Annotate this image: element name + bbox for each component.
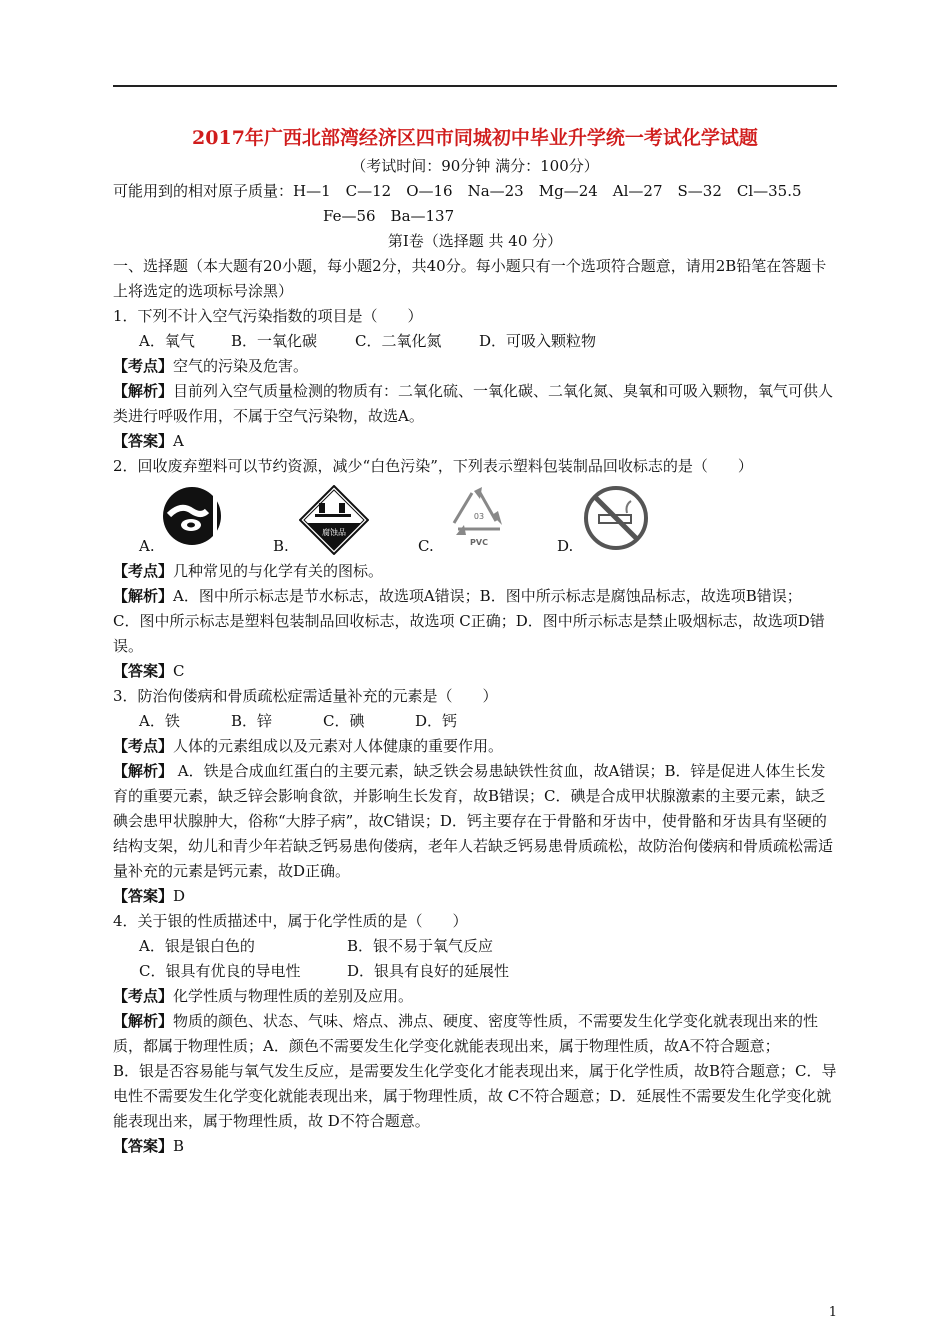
q3-option-c: C．碘	[323, 712, 365, 730]
question-1-stem: 1．下列不计入空气污染指数的项目是（ ）	[113, 307, 423, 325]
q3-answer	[113, 884, 837, 909]
q3-point	[113, 734, 837, 759]
question-4-stem: 4．关于银的性质描述中，属于化学性质的是（ ）	[113, 912, 468, 930]
q2-option-a	[139, 485, 259, 559]
q1-answer-tag: 【答案】	[113, 432, 174, 450]
page-number: 1	[828, 1305, 837, 1320]
q2-analysis-continued: C．图中所示标志是塑料包装制品回收标志，故选项 C正确；D．图中所示标志是禁止吸烟标志，故选项D错误。	[113, 612, 825, 655]
q2-option-d	[557, 485, 687, 559]
q1-option-b: B．一氧化碳	[231, 332, 318, 350]
atomic-mass-line-1: 可能用到的相对原子质量：H—1 C—12 O—16 Na—23 Mg—24 Al—27 S—32 Cl—35.5	[113, 182, 802, 200]
q4-analysis-tag: 【解析】	[113, 1012, 174, 1030]
q2-answer	[113, 659, 837, 684]
q2-analysis-tag: 【解析】	[113, 587, 174, 605]
page-content	[113, 120, 837, 1159]
q3-point-text: 人体的元素组成以及元素对人体健康的重要作用。	[173, 737, 504, 755]
q2-point-text: 几种常见的与化学有关的图标。	[173, 562, 384, 580]
q4-option-d: D．银具有良好的延展性	[347, 962, 510, 980]
no-smoking-icon	[583, 485, 649, 551]
q4-option-b: B．银不易于氧气反应	[347, 937, 494, 955]
question-4-options-row-1	[113, 934, 837, 959]
q3-answer-tag: 【答案】	[113, 887, 174, 905]
header-rule	[113, 85, 837, 87]
question-2-icon-options	[113, 485, 837, 559]
q4-answer-text: B	[173, 1137, 185, 1155]
q2-point-tag: 【考点】	[113, 562, 174, 580]
corrosive-label: 腐蚀品	[322, 528, 346, 537]
q3-option-a: A．铁	[139, 712, 180, 730]
section-instructions: 一、选择题（本大题有20小题，每小题2分，共40分。每小题只有一个选项符合题意，请用2B铅笔在答题卡上将选定的选项标号涂黑）	[113, 257, 827, 300]
q1-analysis-tag: 【解析】	[113, 382, 174, 400]
q3-point-tag: 【考点】	[113, 737, 174, 755]
q1-option-a: A．氧气	[139, 332, 195, 350]
corrosive-icon	[299, 485, 369, 555]
q3-analysis-tag: 【解析】	[113, 762, 174, 780]
q4-answer	[113, 1134, 837, 1159]
question-3-stem: 3．防治佝偻病和骨质疏松症需适量补充的元素是（ ）	[113, 687, 498, 705]
q4-option-a: A．银是银白色的	[139, 937, 255, 955]
q4-point-text: 化学性质与物理性质的差别及应用。	[173, 987, 414, 1005]
q1-option-d: D．可吸入颗粒物	[479, 332, 597, 350]
recycle-material: PVC	[470, 538, 488, 547]
exam-time-info: （考试时间：90分钟 满分：100分）	[351, 157, 599, 175]
question-3-options	[113, 709, 837, 734]
q4-point-tag: 【考点】	[113, 987, 174, 1005]
q3-option-b: B．锌	[231, 712, 273, 730]
exam-title: 2017年广西北部湾经济区四市同城初中毕业升学统一考试化学试题	[192, 127, 758, 149]
q2-answer-text: C	[173, 662, 185, 680]
q3-answer-text: D	[173, 887, 186, 905]
q1-analysis	[113, 379, 837, 429]
q4-analysis	[113, 1009, 837, 1059]
q4-analysis-text: 物质的颜色、状态、气味、熔点、沸点、硬度、密度等性质，不需要发生化学变化就表现出来的性质，都属于物理性质；A．颜色不需要发生化学变化就能表现出来，属于物理性质，故A不符合题意；	[113, 1012, 819, 1055]
q2-option-b	[273, 485, 403, 559]
q2-analysis-text: A．图中所示标志是节水标志，故选项A错误；B．图中所示标志是腐蚀品标志，故选项B错误；	[173, 587, 802, 605]
q1-point-text: 空气的污染及危害。	[173, 357, 309, 375]
q1-answer-text: A	[173, 432, 184, 450]
section-title: 第Ⅰ卷（选择题 共 40 分）	[387, 232, 563, 250]
q2-option-a-label: A.	[139, 537, 155, 555]
recycle-icon	[444, 485, 514, 557]
q2-analysis	[113, 584, 837, 609]
q2-option-c	[418, 485, 548, 559]
q1-point-tag: 【考点】	[113, 357, 174, 375]
question-1-options	[113, 329, 837, 354]
q2-option-b-label: B.	[273, 537, 289, 555]
q1-answer	[113, 429, 837, 454]
q3-analysis-text: A．铁是合成血红蛋白的主要元素，缺乏铁会易患缺铁性贫血，故A错误；B．锌是促进人体生长发育的重要元素，缺乏锌会影响食欲，并影响生长发育，故B错误；C．碘是合成甲状腺激素的主要元素，缺乏碘会患甲状腺肿大，俗称“大脖子病”，故C错误；D．钙主要存在于骨骼和牙齿中，使骨骼和牙齿具有坚硬的结构支架，幼儿和青少年若缺乏钙易患佝偻病，老年人若缺乏钙易患骨质疏松，故防治佝偻病和骨质疏松需适量补充的元素是钙元素，故D正确。	[113, 762, 834, 880]
q4-point	[113, 984, 837, 1009]
water-saving-icon	[161, 485, 223, 547]
q3-option-d: D．钙	[415, 712, 458, 730]
q1-analysis-text: 目前列入空气质量检测的物质有：二氧化硫、一氧化碳、二氧化氮、臭氧和可吸入颗物，氧气可供人类进行呼吸作用，不属于空气污染物，故选A。	[113, 382, 834, 425]
q4-analysis-continued: B．银是否容易能与氧气发生反应，是需要发生化学变化才能表现出来，属于化学性质，故B符合题意；C．导电性不需要发生化学变化就能表现出来，属于物理性质，故 C不符合题意；D．延展性不需要发生化学变化就能表现出来，属于物理性质，故 D不符合题意。	[113, 1062, 837, 1130]
question-4-options-row-2	[113, 959, 837, 984]
q3-analysis	[113, 759, 837, 884]
q2-option-d-label: D.	[557, 537, 574, 555]
question-2-stem: 2．回收废弃塑料可以节约资源，减少“白色污染”，下列表示塑料包装制品回收标志的是（ ）	[113, 457, 753, 475]
q2-answer-tag: 【答案】	[113, 662, 174, 680]
q2-option-c-label: C.	[418, 537, 434, 555]
q1-point	[113, 354, 837, 379]
atomic-mass-line-2: Fe—56 Ba—137	[323, 207, 455, 225]
q1-option-c: C．二氧化氮	[355, 332, 442, 350]
q4-answer-tag: 【答案】	[113, 1137, 174, 1155]
q4-option-c: C．银具有优良的导电性	[139, 962, 301, 980]
recycle-code: 03	[473, 512, 485, 521]
q2-point	[113, 559, 837, 584]
